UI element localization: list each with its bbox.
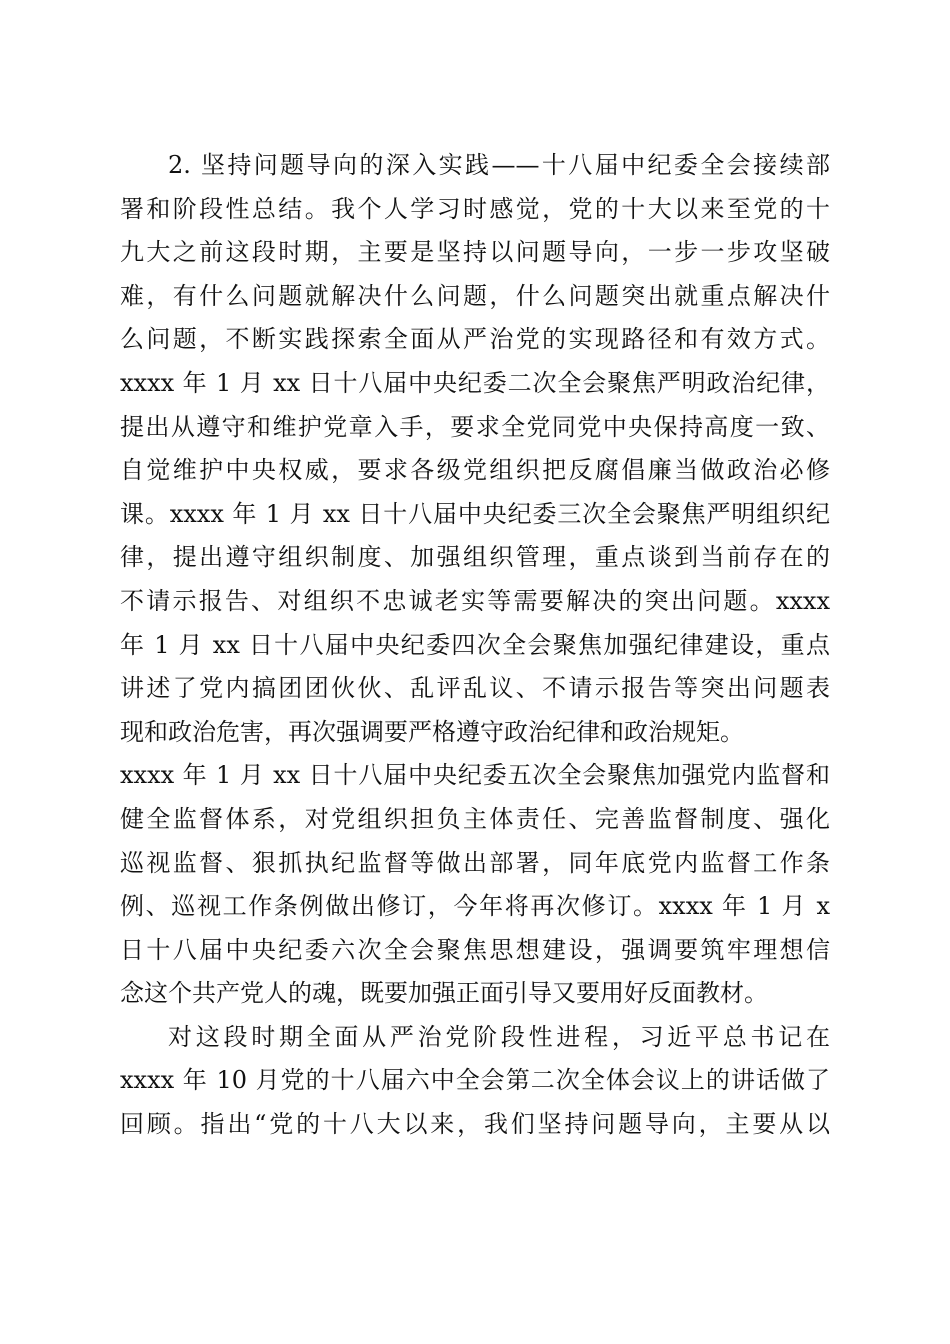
text-line: 署和阶段性总结。我个人学习时感觉，党的十大以来至党的十 [120,194,830,223]
text-line: 课。xxxx 年 1 月 xx 日十八届中央纪委三次全会聚焦严明组织纪 [120,499,830,528]
text-line: 现和政治危害，再次强调要严格遵守政治纪律和政治规矩。 [120,717,744,746]
text-line: 九大之前这段时期，主要是坚持以问题导向，一步一步攻坚破 [120,238,830,267]
text-line: 律，提出遵守组织制度、加强组织管理，重点谈到当前存在的 [120,543,830,572]
text-line: 回顾。指出“党的十八大以来，我们坚持问题导向，主要从以 [120,1110,830,1139]
text-line: 年 1 月 xx 日十八届中央纪委四次全会聚焦加强纪律建设，重点 [120,630,830,659]
text-line: 例、巡视工作条例做出修订，今年将再次修订。xxxx 年 1 月 x [120,892,830,921]
paragraph-2 [120,1016,830,1147]
text-line: 自觉维护中央权威，要求各级党组织把反腐倡廉当做政治必修 [120,456,830,485]
text-line: 不请示报告、对组织不忠诚老实等需要解决的突出问题。xxxx [120,586,830,615]
text-line: 对这段时期全面从严治党阶段性进程，习近平总书记在 [168,1022,830,1051]
text-line: 提出从遵守和维护党章入手，要求全党同党中央保持高度一致、 [120,412,830,441]
text-line: 么问题，不断实践探索全面从严治党的实现路径和有效方式。 [120,325,830,354]
paragraph-1 [120,144,830,1016]
text-line: xxxx 年 1 月 xx 日十八届中央纪委五次全会聚焦加强党内监督和 [120,761,830,790]
text-line: 2. 坚持问题导向的深入实践——十八届中纪委全会接续部 [168,151,830,179]
text-line: 难，有什么问题就解决什么问题，什么问题突出就重点解决什 [120,281,830,310]
text-line: xxxx 年 10 月党的十八届六中全会第二次全体会议上的讲话做了 [120,1066,830,1095]
text-line: 讲述了党内搞团团伙伙、乱评乱议、不请示报告等突出问题表 [120,674,830,703]
text-line: 健全监督体系，对党组织担负主体责任、完善监督制度、强化 [120,804,830,833]
body-text [120,144,830,1147]
text-line: 巡视监督、狠抓执纪监督等做出部署，同年底党内监督工作条 [120,848,830,877]
text-line: 日十八届中央纪委六次全会聚焦思想建设，强调要筑牢理想信 [120,935,830,964]
text-line: xxxx 年 1 月 xx 日十八届中央纪委二次全会聚焦严明政治纪律， [120,368,830,397]
text-line: 念这个共产党人的魂，既要加强正面引导又要用好反面教材。 [120,979,768,1008]
